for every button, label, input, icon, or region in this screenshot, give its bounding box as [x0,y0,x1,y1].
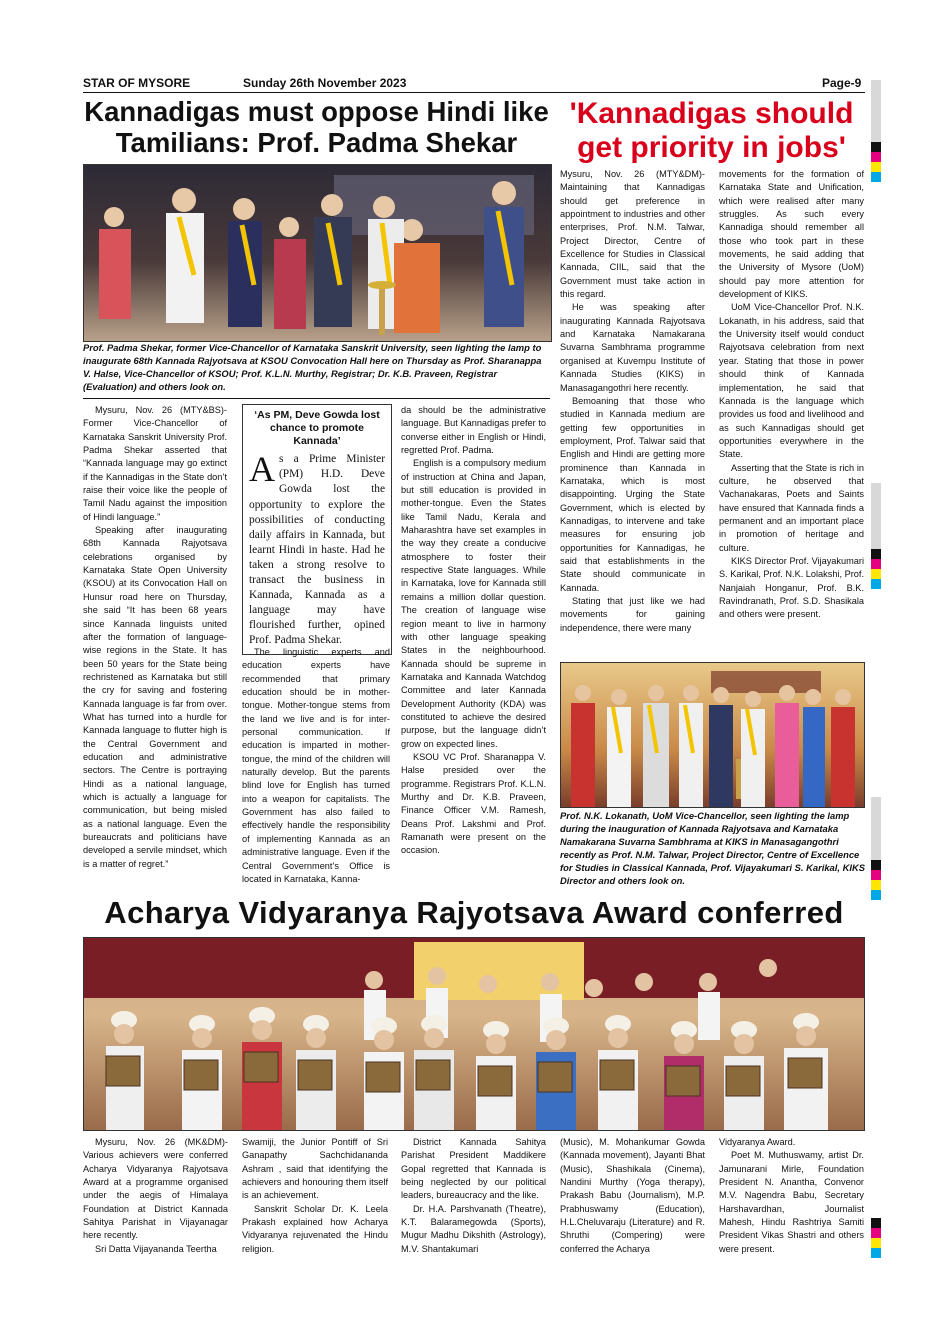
issue-date: Sunday 26th November 2023 [243,76,407,90]
caption-rule [83,398,550,399]
article2-caption: Prof. N.K. Lokanath, UoM Vice-Chancellor, seen lighting the lamp during the inauguration of Kannada Rajyotsava and Karnataka Namakarana Suvarna Sambhrama at KIKS in Manasagangothri recently as Prof. N.M. Talwar, Project Director, Centre of Excellence for Studies in Classical Kannada, Prof. Vijayakumari S. Karikal, KIKS Director and others look on. [560,810,865,886]
registration-black-swatch [871,549,881,559]
article2-paragraph: Asserting that the State is rich in culture, he observed that Vachanakaras, Poets and Saints have ensured that Kannada finds a permanent and an important place in promotion of heritage and culture. [719,462,864,553]
article2-paragraph: He was speaking after inaugurating Kannada Rajyotsava and Karnataka Namakarana Suvarna Sambhrama programme organised at Kuvempu Institute of Kannada Studies (KIKS) in Manasagangothri here recently. [560,302,705,393]
registration-grey-strip [871,797,881,860]
article1-paragraph: KSOU VC Prof. Sharanappa V. Halse presided over the programme. Registrars Prof. K.L.N. Murthy and Dr. K.B. Praveen, Finance Officer V.M. Ramesh, Deans Prof. Lakshmi and Prof. Ramanath were present on the occasion. [401,751,546,856]
registration-magenta-swatch [871,870,881,880]
article1-column-1 [83,404,227,871]
article2-paragraph: UoM Vice-Chancellor Prof. N.K. Lokanath, in his address, said that the University itself would conduct Rajyotsava celebration from next year. Stating that those in power should think of Kannada implementation, he said that Kannada is the language which provides us food and livelihood and as such Kannadigas should get opportunities everywhere in the State. [719,302,864,460]
lamp-lighting-photo-illustration [84,165,551,341]
article1-column-2 [242,646,390,886]
article1-photo [83,164,552,342]
article3-column-2 [242,1136,388,1256]
article3-paragraph: (Music), M. Mohankumar Gowda (Kannada movement), Jayanti Bhat (Music), Shashikala (Cinema), Nandini Murthy (Yoga therapy), Prakash Babu (Journalism), M.P. Prabhuswamy (Education), H.L.Cheluvaraju (Literature) and R. Shruthi (Compering) were conferred the Acharya [560,1137,705,1254]
registration-magenta-swatch [871,559,881,569]
registration-black-swatch [871,1218,881,1228]
article2-paragraph: KIKS Director Prof. Vijayakumari S. Karikal, Prof. N.K. Lolakshi, Prof. Nanjaiah Honganur, Prof. B.K. Ravindranath, Prof. S.D. Shasikala and others were present. [719,555,865,620]
article3-column-3 [401,1136,546,1256]
article1-caption: Prof. Padma Shekar, former Vice-Chancellor of Karnataka Sanskrit University, seen lighting the lamp to inaugurate 68th Kannada Rajyotsava at KSOU Convocation Hall here on Thursday as Prof. Sharanappa V. Halse, Vice-Chancellor of KSOU; Prof. K.L.N. Murthy, Registrar; Dr. K.B. Praveen, Registrar (Evaluation) and others look on. [83,342,542,392]
registration-black-swatch [871,142,881,152]
article1-paragraph: Mysuru, Nov. 26 (MTY&BS)- Former Vice-Chancellor of Karnataka Sanskrit University Prof. Padma Shekar asserted that “Kannada language may go extinct if the Kannadigas in the State don’t raise their voice like the people of Tamil Nadu against the imposition of Hindi language.” [83,405,227,522]
article2-headline-line2: get priority in jobs' [577,130,846,164]
registration-cyan-swatch [871,172,881,182]
article1-headline-line2: Tamilians: Prof. Padma Shekar [115,126,518,158]
article2-headline-line1: 'Kannadigas should [569,97,854,130]
registration-grey-strip [871,80,881,142]
article3-paragraph: Mysuru, Nov. 26 (MK&DM)- Various achievers were conferred Acharya Vidyaranya Rajyotsava Award at a programme organised under the aegis of Himalaya Foundation at District Kannada Sahitya Parishat in Vijayanagar here recently. [83,1137,228,1241]
article1-column-3 [401,404,546,858]
article3-paragraph: Vidyaranya Award. [719,1137,796,1147]
article3-column-5 [719,1136,864,1256]
registration-cyan-swatch [871,579,881,589]
registration-cyan-swatch [871,890,881,900]
article3-headline: Acharya Vidyaranya Rajyotsava Award conferred [104,895,844,930]
article1-headline-line1: Kannadigas must oppose Hindi like [84,96,549,127]
article3-column-1 [83,1136,228,1256]
award-ceremony-photo-illustration [84,938,864,1130]
deve-gowda-sidebar-box [242,404,392,655]
article2-photo [560,662,865,808]
sidebar-text [249,449,385,648]
article3-column-4 [560,1136,705,1256]
registration-magenta-swatch [871,1228,881,1238]
article3-photo [83,937,865,1131]
kiks-lamp-photo-illustration [561,663,864,807]
article2-headline [558,97,865,164]
article3-paragraph: Poet M. Muthuswamy, artist Dr. Jamunarani Mirle, Foundation President N. Anantha, Convenor M.V. Nagendra Babu, Secretary Harshavardhan, Journalist Mahesh, Hindu Rashtriya Samiti President Vikas Shastri and others were present. [719,1150,864,1254]
registration-black-swatch [871,860,881,870]
header-rule [83,92,865,93]
article2-paragraph: movements for the formation of Karnataka State and Unification, which were realised after many struggles. As such every Kannadiga should remember all those who took part in these movements, he said adding that the University of Mysore (UoM) should pay more attention for development of KIKS. [719,169,864,300]
registration-yellow-swatch [871,569,881,579]
page-number: Page-9 [822,76,862,90]
article1-paragraph: The linguistic experts and education experts have recommended that primary education should be in mother-tongue. Mother-tongue stems from the land we live and is for inter-personal communication. If education is imparted in mother-tongue, the mind of the children will naturally develop. But the parents blind love for English has turned into a weapon for capitalists. The Government has also failed to effectively handle the responsibility of implementing Kannada as an administrative language. Even if the Central Government’s Office is located in Karnataka, Kanna- [242,647,390,884]
registration-cyan-swatch [871,1248,881,1258]
registration-grey-strip [871,483,881,549]
article2-column-2 [719,168,864,622]
article3-paragraph: Sri Datta Vijayananda Teertha [95,1243,217,1254]
newspaper-name: STAR OF MYSORE [83,76,191,90]
article2-paragraph: Stating that just like we had movements for gaining independence, there were many [560,596,705,633]
article1-paragraph: English is a compulsory medium of instruction at China and Japan, but still education is provided in mother-tongue. Even the States like Tamil Nadu, Kerala and Maharashtra have set examples in the way they create a conducive atmosphere to foster their respective State languages. While in Karnataka, love for Kannada still remains a million dollar question. The creation of language wise region meant to live in harmony with other language speaking States in the neighbourhood. Kannada should be supreme in Karnataka and Kannada Watchdog Committee and later Kannada Development Authority (KDA) was constituted to achieve the desired purpose, but the language didn’t grow on expected lines. [401,458,546,749]
article3-paragraph: Swamiji, the Junior Pontiff of Sri Ganapathy Sachchidananda Ashram , said that identifying the achievers and honouring them itself is an achievement. [242,1137,388,1201]
article2-column-1 [560,168,705,635]
article1-paragraph: Speaking after inaugurating 68th Kannada Rajyotsava celebrations organised by Karnataka State Open University (KSOU) at its Convocation Hall on Hunsur road here on Thursday, she said “It has been 68 years since Kannada linguists united after the formation of language-wise regions in the State. It has been 50 years for the State being rechristened as Karnataka but still the cry for saving and fostering Kannada language is far from over. What has turned into a hurdle for Kannada language to flutter high is the Central Government and education and administrative sectors. The Centre is portraying Hindi as a national language, which is actually a language for communication, but being misled as a national language. Even the bureaucrats and politicians have developed a servile mindset, which is a matter of regret.” [83,525,227,869]
article2-paragraph: Bemoaning that those who studied in Kannada medium are getting few opportunities in employment, Prof. Talwar said that English and Hindi are getting more prominence than Kannada in Karnataka, which is most disappointing. Urging the State Government, which is elected by Kannadigas, to intervene and take measures for ensuring job opportunities for Kannadigas, he said that establishments in the State should communicate in Kannada. [560,395,705,593]
registration-yellow-swatch [871,162,881,172]
article3-paragraph: Sanskrit Scholar Dr. K. Leela Prakash explained how Acharya Vidyaranya rejuvenated the Hindu religion. [242,1203,388,1254]
sidebar-body: s a Prime Minister (PM) H.D. Deve Gowda lost the opportunity to explore the possibilities of conducting daily affairs in Kannada, but learnt Hindi in haste. Had he taken a strong resolve to transact the business in Kannada, Kannada as a language may have flourished further, opined Prof. Padma Shekar. [249,453,385,646]
article3-paragraph: District Kannada Sahitya Parishat President Maddikere Gopal regretted that Kannada is being neglected by our political leaders, bureaucracy and the like. [401,1137,546,1201]
registration-yellow-swatch [871,1238,881,1248]
sidebar-dropcap: A [249,449,275,490]
article1-headline [83,97,550,159]
article1-paragraph: da should be the administrative language. But Kannadigas prefer to converse either in English or Hindi, regretted Prof. Padma. [401,405,546,456]
sidebar-title: ‘As PM, Deve Gowda lost chance to promote Kannada’ [254,409,380,448]
registration-magenta-swatch [871,152,881,162]
registration-yellow-swatch [871,880,881,890]
article2-paragraph: Mysuru, Nov. 26 (MTY&DM)- Maintaining that Kannadigas should get preference in appointment to industries and other enterprises, Prof. N.M. Talwar, Project Director, Centre of Excellence for Studies in Classical Kannada, CIIL, said that the Government must take action in this regard. [560,169,705,300]
article3-paragraph: Dr. H.A. Parshvanath (Theatre), K.T. Balaramegowda (Sports), Mugur Madhu Dikshith (Astrology), M.V. Shantakumari [401,1203,546,1254]
